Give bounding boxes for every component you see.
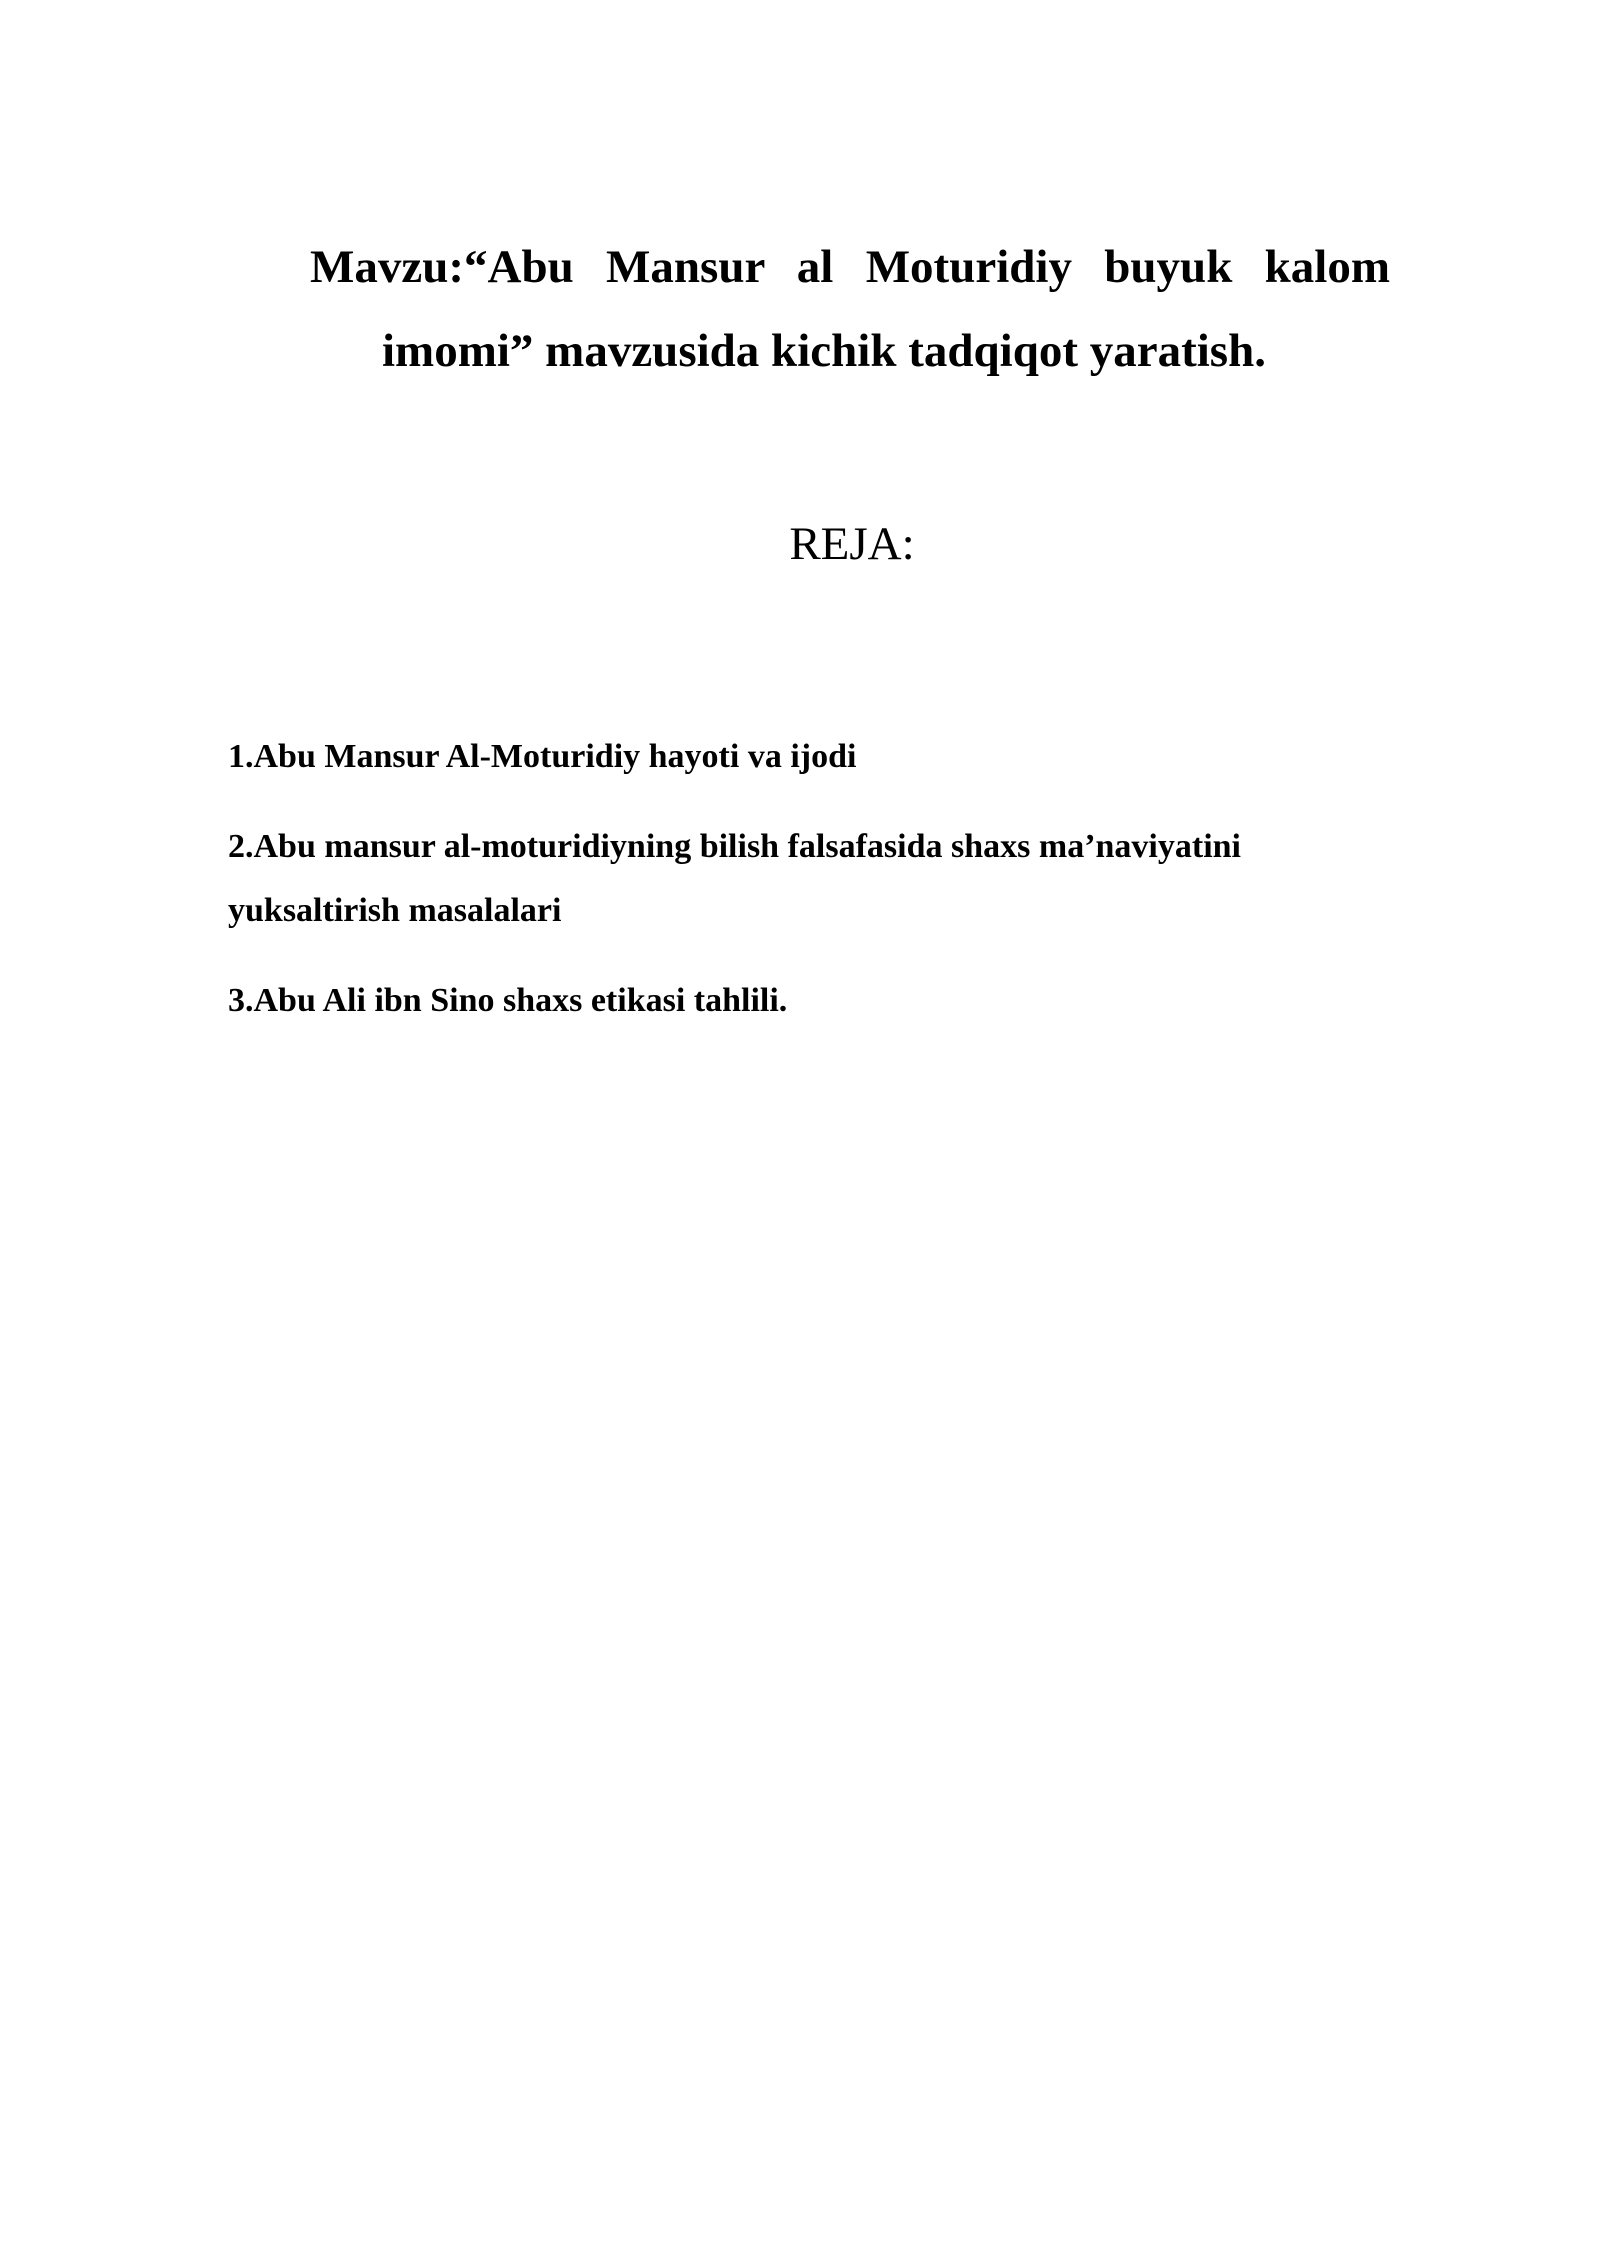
title-line-1: Mavzu:“Abu Mansur al Moturidiy buyuk kalom bbox=[310, 241, 1390, 293]
plan-item-2: 2.Abu mansur al-moturidiyning bilish falsafasida shaxs ma’naviyatini yuksaltirish masalalari bbox=[228, 828, 1241, 929]
plan-item-1: 1.Abu Mansur Al-Moturidiy hayoti va ijodi bbox=[228, 738, 857, 775]
plan-list bbox=[228, 725, 1408, 1059]
plan-item-3: 3.Abu Ali ibn Sino shaxs etikasi tahlili. bbox=[228, 982, 788, 1019]
plan-heading: REJA: bbox=[789, 518, 915, 570]
title-line-2: imomi” mavzusida kichik tadqiqot yaratish. bbox=[382, 325, 1266, 377]
document-title bbox=[310, 225, 1390, 393]
